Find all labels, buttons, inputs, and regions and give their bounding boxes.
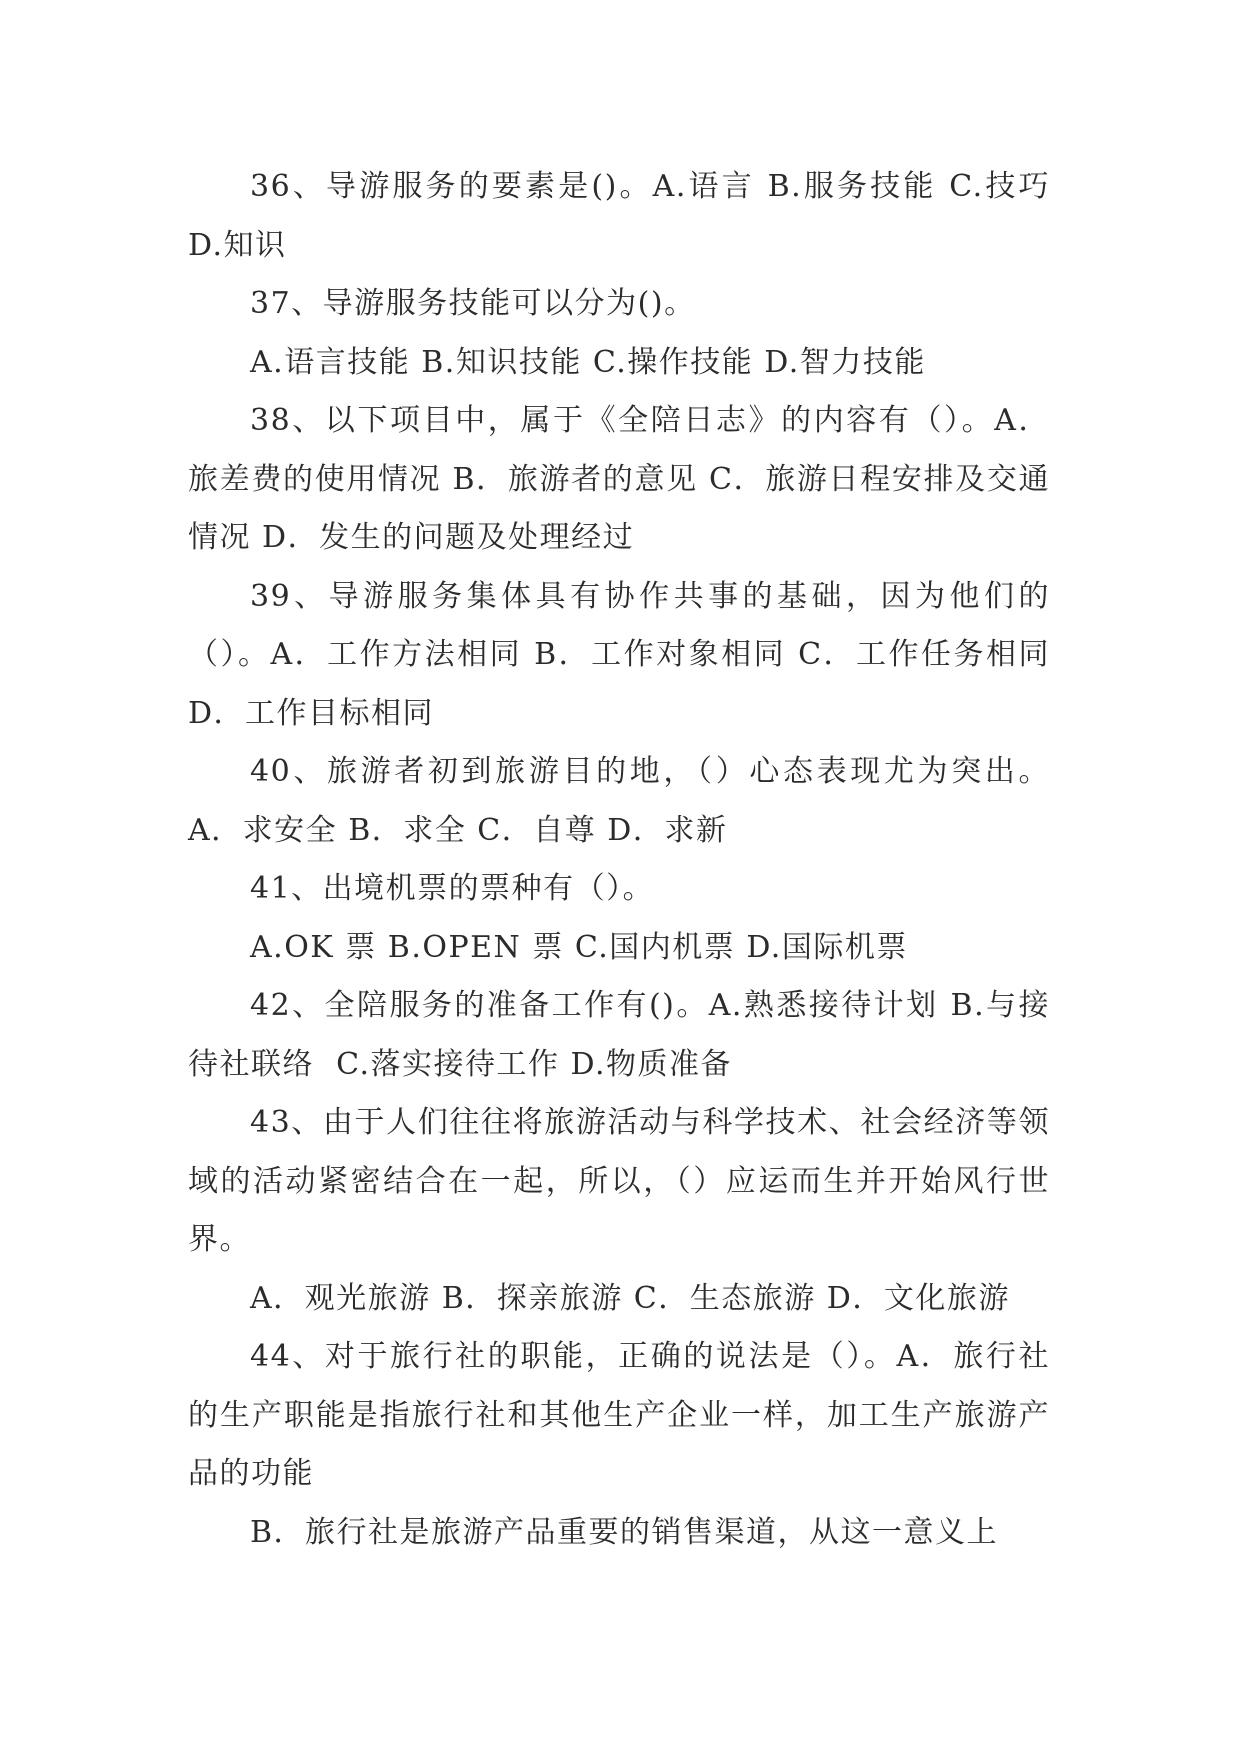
question-36: 36、导游服务的要素是()。A.语言 B.服务技能 C.技巧 D.知识 xyxy=(188,169,1062,263)
question-43-options: A．观光旅游 B．探亲旅游 C．生态旅游 D．文化旅游 xyxy=(250,1280,1010,1316)
question-42: 42、全陪服务的准备工作有()。A.熟悉接待计划 B.与接待社联络 C.落实接待工作 D.物质准备 xyxy=(188,988,1050,1082)
question-44: 44、对于旅行社的职能，正确的说法是（）。A．旅行社的生产职能是指旅行社和其他生产企业一样，加工生产旅游产品的功能 xyxy=(188,1339,1050,1491)
question-40: 40、旅游者初到旅游目的地，（）心态表现尤为突出。A．求安全 B．求全 C．自尊 D．求新 xyxy=(188,754,1050,848)
question-38: 38、以下项目中，属于《全陪日志》的内容有（）。A．旅差费的使用情况 B．旅游者的意见 C．旅游日程安排及交通情况 D．发生的问题及处理经过 xyxy=(188,403,1050,555)
question-43: 43、由于人们往往将旅游活动与科学技术、社会经济等领域的活动紧密结合在一起，所以，（）应运而生并开始风行世界。 xyxy=(188,1105,1050,1257)
question-44-option-b: B．旅行社是旅游产品重要的销售渠道，从这一意义上 xyxy=(250,1514,999,1550)
question-39: 39、导游服务集体具有协作共事的基础，因为他们的（）。A．工作方法相同 B．工作对象相同 C．工作任务相同 D．工作目标相同 xyxy=(188,578,1062,731)
document-body xyxy=(188,158,1062,1562)
question-37-options: A.语言技能 B.知识技能 C.操作技能 D.智力技能 xyxy=(250,344,926,380)
question-41-options: A.OK 票 B.OPEN 票 C.国内机票 D.国际机票 xyxy=(250,929,908,965)
question-41: 41、出境机票的票种有（）。 xyxy=(250,871,655,906)
question-37: 37、导游服务技能可以分为()。 xyxy=(250,286,696,321)
